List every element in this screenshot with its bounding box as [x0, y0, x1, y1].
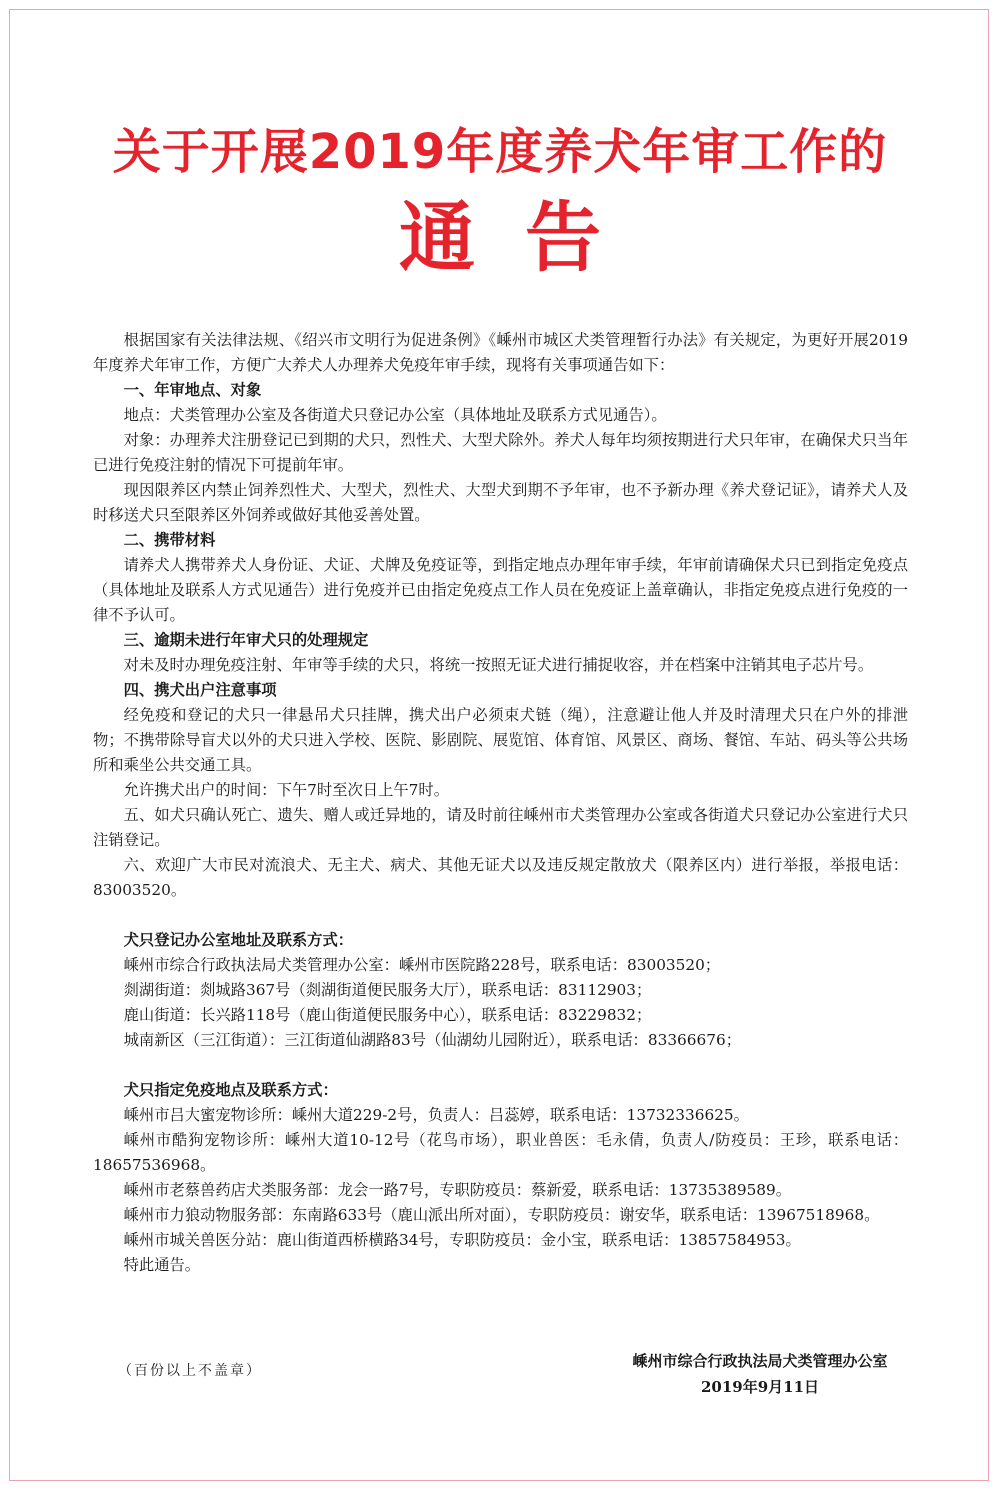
section-heading: 一、年审地点、对象	[123, 381, 262, 399]
vaccination-heading: 犬只指定免疫地点及联系方式：	[123, 1081, 338, 1099]
stamp-note: （百份以上不盖章）	[118, 1363, 262, 1379]
paragraph: 对未及时办理免疫注射、年审等手续的犬只，将统一按照无证犬进行捕捉收容，并在档案中注销其电子芯片号。	[123, 656, 874, 674]
paragraph: 请养犬人携带养犬人身份证、犬证、犬牌及免疫证等，到指定地点办理年审手续，年审前请确保犬只已到指定免疫点（具体地址及联系人方式见通告）进行免疫并已由指定免疫点工作人员在免疫证上盖章确认，非指定免疫点进行免疫的一律不予认可。	[93, 556, 908, 624]
paragraph: 对象：办理养犬注册登记已到期的犬只，烈性犬、大型犬除外。养犬人每年均须按期进行犬只年审，在确保犬只当年已进行免疫注射的情况下可提前年审。	[93, 431, 908, 474]
vaccination-item: 嵊州市城关兽医分站：鹿山街道西桥横路34号，专职防疫员：金小宝，联系电话：13857584953。	[123, 1231, 801, 1249]
paragraph: 六、欢迎广大市民对流浪犬、无主犬、病犬、其他无证犬以及违反规定散放犬（限养区内）进行举报，举报电话：83003520。	[93, 856, 908, 899]
intro-paragraph: 根据国家有关法律法规、《绍兴市文明行为促进条例》《嵊州市城区犬类管理暂行办法》有关规定，为更好开展2019年度养犬年审工作，方便广大养犬人办理养犬免疫年审手续，现将有关事项通告如下：	[93, 331, 908, 374]
registration-heading: 犬只登记办公室地址及联系方式：	[123, 931, 354, 949]
registration-item: 剡湖街道：剡城路367号（剡湖街道便民服务大厅），联系电话：83112903；	[123, 981, 652, 999]
paragraph: 经免疫和登记的犬只一律悬吊犬只挂牌，携犬出户必须束犬链（绳），注意避让他人并及时清理犬只在户外的排泄物；不携带除导盲犬以外的犬只进入学校、医院、影剧院、展览馆、体育馆、风景区、商场、餐馆、车站、码头等公共场所和乘坐公共交通工具。	[93, 706, 908, 774]
notice-title: 关于开展2019年度养犬年审工作的	[112, 124, 888, 180]
vaccination-item: 嵊州市力狼动物服务部：东南路633号（鹿山派出所对面），专职防疫员：谢安华，联系电话：13967518968。	[123, 1206, 880, 1224]
paragraph: 允许携犬出户的时间：下午7时至次日上午7时。	[123, 781, 449, 799]
closing-text: 特此通告。	[123, 1256, 201, 1274]
notice-body	[93, 328, 908, 1278]
section-heading: 三、逾期未进行年审犬只的处理规定	[123, 631, 369, 649]
vaccination-item: 嵊州市吕大蜜宠物诊所：嵊州大道229-2号，负责人：吕蕊婷，联系电话：13732336625。	[123, 1106, 749, 1124]
section-heading: 四、携犬出户注意事项	[123, 681, 277, 699]
spacer	[93, 903, 908, 928]
vaccination-item: 嵊州市老蔡兽药店犬类服务部：龙会一路7号，专职防疫员：蔡新爱，联系电话：13735389589。	[123, 1181, 792, 1199]
paragraph: 地点：犬类管理办公室及各街道犬只登记办公室（具体地址及联系方式见通告）。	[123, 406, 667, 424]
spacer	[93, 1053, 908, 1078]
signer-name: 嵊州市综合行政执法局犬类管理办公室	[632, 1352, 888, 1370]
vaccination-item: 嵊州市酷狗宠物诊所：嵊州大道10-12号（花鸟市场），职业兽医：毛永倩，负责人/防疫员：王珍，联系电话：18657536968。	[93, 1131, 908, 1174]
section-heading: 二、携带材料	[123, 531, 216, 549]
issue-date: 2019年9月11日	[700, 1378, 820, 1396]
paragraph: 现因限养区内禁止饲养烈性犬、大型犬，烈性犬、大型犬到期不予年审，也不予新办理《养犬登记证》，请养犬人及时移送犬只至限养区外饲养或做好其他妥善处置。	[93, 481, 908, 524]
notice-heading: 通告	[399, 193, 651, 282]
signature-block	[600, 1348, 920, 1400]
registration-item: 鹿山街道：长兴路118号（鹿山街道便民服务中心），联系电话：83229832；	[123, 1006, 652, 1024]
registration-item: 城南新区（三江街道）：三江街道仙湖路83号（仙湖幼儿园附近），联系电话：83366676；	[123, 1031, 742, 1049]
registration-item: 嵊州市综合行政执法局犬类管理办公室：嵊州市医院路228号，联系电话：83003520；	[123, 956, 721, 974]
paragraph: 五、如犬只确认死亡、遗失、赠人或迁异地的，请及时前往嵊州市犬类管理办公室或各街道犬只登记办公室进行犬只注销登记。	[93, 806, 908, 849]
